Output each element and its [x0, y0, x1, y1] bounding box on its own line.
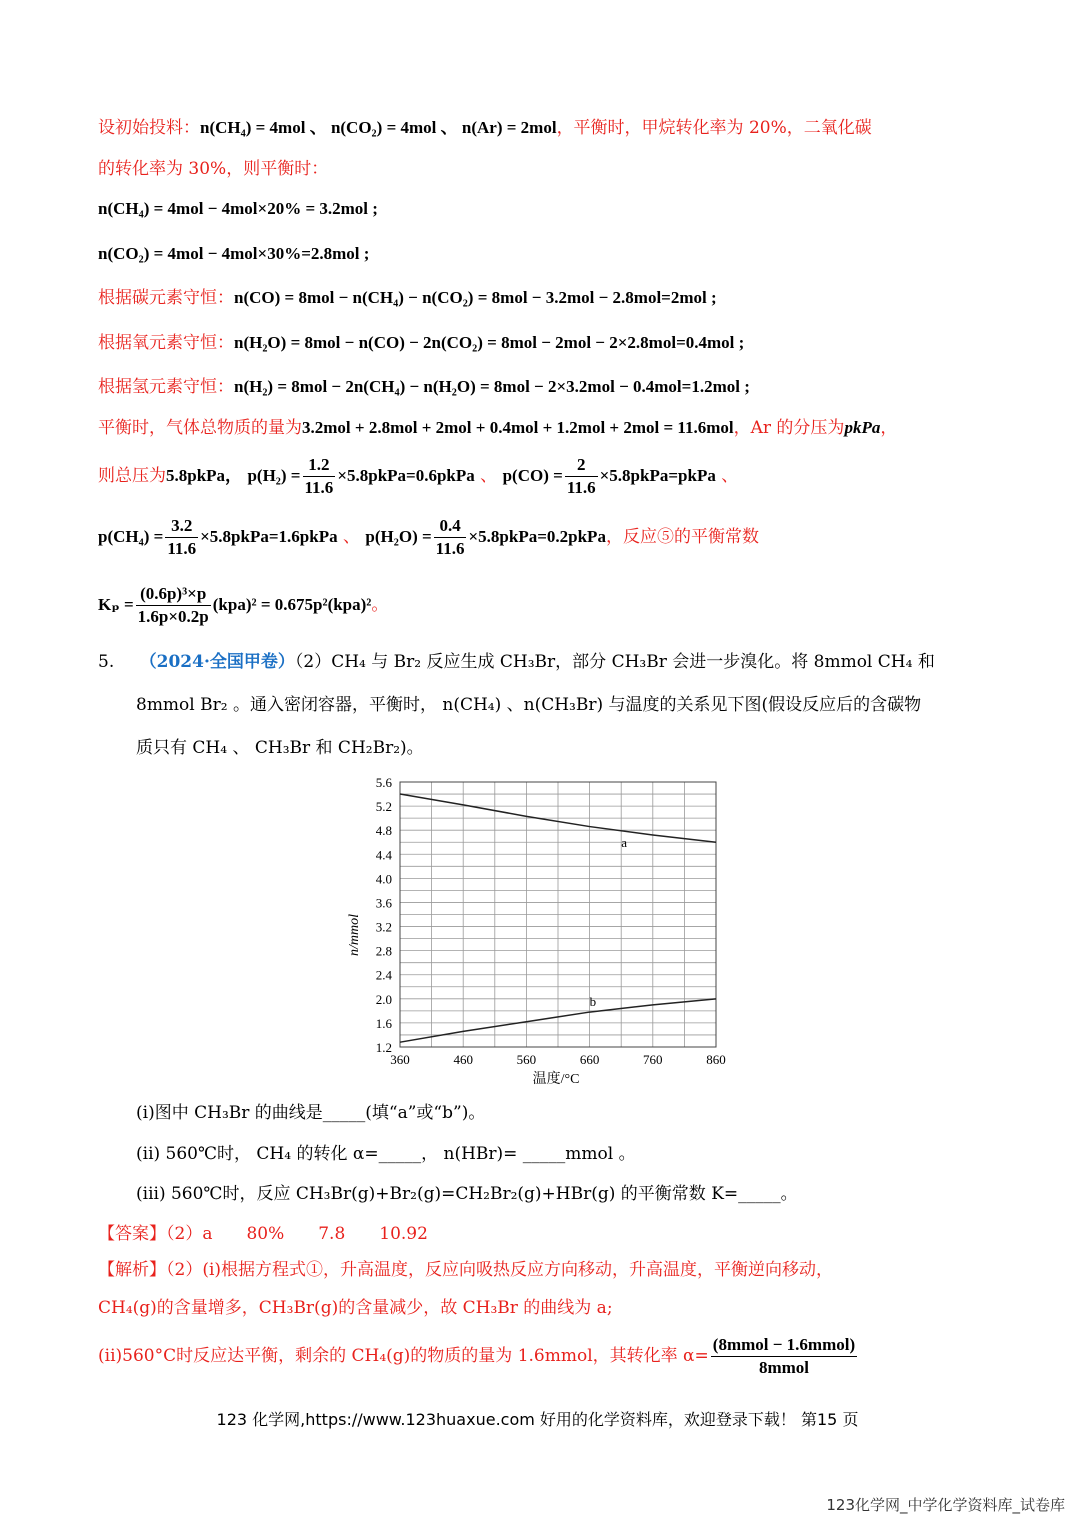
y-tick-label: 4.0 — [375, 871, 392, 887]
line-partial-1 — [98, 453, 738, 499]
question-source: （2024·全国甲卷） — [139, 652, 295, 672]
denominator: 8mmol — [758, 1358, 809, 1377]
page-footer: 123 化学网,https://www.123huaxue.com 好用的化学资料库，欢迎登录下载！ 第15 页 — [216, 1410, 859, 1429]
numerator: 1.2 — [303, 454, 336, 477]
formula: p(CH₄) = — [98, 527, 164, 546]
formula: ×5.8pkPa=0.2pkPa — [468, 527, 606, 546]
explanation-line-3 — [98, 1333, 859, 1379]
fraction — [303, 454, 336, 499]
numerator: 3.2 — [165, 515, 198, 538]
y-tick-label: 2.0 — [375, 991, 392, 1007]
line-total — [98, 416, 897, 440]
explanation-line-1: 【解析】（2）(i)根据方程式①，升高温度，反应向吸热反应方向移动，升高温度，平衡逆向移动， — [98, 1260, 834, 1280]
y-tick-label: 5.2 — [375, 799, 392, 815]
sub-question-ii: (ii) 560℃时， CH₄ 的转化 α=_____， n(HBr)= _____mmol 。 — [136, 1144, 636, 1164]
x-axis-label: 温度/°C — [532, 1072, 580, 1087]
denominator: 11.6 — [167, 539, 197, 558]
text-red: (ii)560°C时反应达平衡，剩余的 CH₄(g)的物质的量为 1.6mmol，其转化率 α= — [98, 1346, 709, 1366]
text-red: 、 — [715, 466, 739, 486]
line-hydrogen — [98, 375, 750, 399]
series-a-label: a — [621, 834, 627, 850]
text-red: 、 — [474, 466, 503, 486]
line-partial-2 — [98, 514, 759, 560]
fraction — [165, 515, 198, 560]
sub-question-iii: (iii) 560℃时，反应 CH₃Br(g)+Br₂(g)=CH₂Br₂(g)+HBr(g) 的平衡常数 K=_____。 — [136, 1184, 798, 1204]
formula: ×5.8pkPa=1.6pkPa — [200, 527, 338, 546]
formula: n(CO) = 8mol − n(CH₄) − n(CO₂) = 8mol − 3.2mol − 2.8mol=2mol ; — [234, 288, 717, 307]
text-red: 设初始投料： — [98, 118, 200, 138]
watermark: 123化学网_中学化学资料库_试卷库 — [826, 1496, 1065, 1514]
x-tick-label: 560 — [516, 1052, 537, 1067]
line-carbon — [98, 286, 717, 310]
question-part: （2） — [294, 652, 332, 672]
formula: p(H₂O) = — [365, 527, 432, 546]
formula: (kpa)² = 0.675p²(kpa)² — [212, 595, 372, 614]
x-tick-label: 360 — [390, 1052, 410, 1067]
formula: ×5.8pkPa=0.6pkPa — [337, 466, 475, 485]
denominator: 1.6p×0.2p — [137, 607, 209, 626]
temperature-chart — [330, 770, 750, 1090]
text-red: ，平衡时，甲烷转化率为 20%，二氧化碳 — [556, 118, 872, 138]
numerator: 0.4 — [434, 515, 467, 538]
formula: n(H₂) = 8mol − 2n(CH₄) − n(H₂O) = 8mol − 2×3.2mol − 0.4mol=1.2mol ; — [234, 377, 750, 396]
line-kp — [98, 582, 388, 628]
fraction — [136, 583, 211, 628]
line-ch4-eq: n(CH₄) = 4mol − 4mol×20% = 3.2mol ; — [98, 199, 378, 218]
question-5-header — [98, 650, 935, 674]
formula: ×5.8pkPa=pkPa — [599, 466, 716, 485]
series-b-label: b — [589, 994, 597, 1010]
text-red: 则总压为 — [98, 466, 166, 486]
answer-line: 【答案】（2）a 80% 7.8 10.92 — [98, 1224, 428, 1244]
y-tick-label: 4.4 — [375, 847, 392, 863]
question-5-line3: 质只有 CH₄ 、 CH₃Br 和 CH₂Br₂)。 — [136, 738, 424, 758]
explanation-line-2: CH₄(g)的含量增多，CH₃Br(g)的含量减少，故 CH₃Br 的曲线为 a; — [98, 1298, 613, 1318]
y-tick-label: 4.8 — [375, 823, 392, 839]
y-tick-label: 3.2 — [375, 919, 392, 935]
line-conversion: 的转化率为 30%，则平衡时： — [98, 159, 329, 179]
formula: n(CH₄) = 4mol 、 n(CO₂) = 4mol 、 n(Ar) = 2mol — [200, 118, 557, 137]
x-tick-label: 460 — [453, 1052, 473, 1067]
y-tick-label: 1.2 — [375, 1040, 392, 1055]
numerator: 2 — [565, 454, 598, 477]
line-co2-eq: n(CO₂) = 4mol − 4mol×30%=2.8mol ; — [98, 244, 370, 263]
question-text: CH₄ 与 Br₂ 反应生成 CH₃Br，部分 CH₃Br 会进一步溴化。将 8mmol CH₄ 和 — [331, 652, 935, 672]
text-red: ，反应⑤的平衡常数 — [605, 527, 759, 547]
denominator: 11.6 — [566, 478, 596, 497]
y-axis-label: n/mmol — [347, 914, 362, 956]
fraction — [711, 1334, 857, 1379]
question-number: 5. — [98, 652, 115, 672]
formula: Kₚ = — [98, 595, 134, 614]
question-5-line2: 8mmol Br₂ 。通入密闭容器，平衡时， n(CH₄) 、n(CH₃Br) 与温度的关系见下图(假设反应后的含碳物 — [136, 695, 922, 715]
formula: p(CO) = — [502, 466, 563, 485]
fraction — [565, 454, 598, 499]
y-tick-label: 3.6 — [375, 895, 392, 911]
denominator: 11.6 — [435, 539, 465, 558]
y-tick-label: 2.4 — [375, 967, 392, 983]
text-red: ， — [880, 418, 898, 438]
text-red: 根据氢元素守恒： — [98, 377, 234, 397]
denominator: 11.6 — [304, 478, 334, 497]
y-tick-label: 5.6 — [375, 775, 392, 790]
sub-question-i: (i)图中 CH₃Br 的曲线是_____(填“a”或“b”)。 — [136, 1103, 486, 1123]
fraction — [434, 515, 467, 560]
text-red: ，Ar 的分压为 — [733, 418, 845, 438]
formula: pkPa — [844, 418, 881, 437]
x-tick-label: 760 — [643, 1052, 663, 1067]
text-red: 平衡时，气体总物质的量为 — [98, 418, 302, 438]
formula: n(H₂O) = 8mol − n(CO) − 2n(CO₂) = 8mol − 2mol − 2×2.8mol=0.4mol ; — [234, 333, 745, 352]
formula: 3.2mol + 2.8mol + 2mol + 0.4mol + 1.2mol + 2mol = 11.6mol — [302, 418, 734, 437]
text-red: 。 — [371, 595, 389, 615]
text-red: 根据碳元素守恒： — [98, 288, 234, 308]
text-red: 根据氧元素守恒： — [98, 333, 234, 353]
x-tick-label: 860 — [706, 1052, 726, 1067]
text-red: 、 — [337, 527, 366, 547]
formula: p(H₂) = — [247, 466, 301, 485]
formula: 5.8pkPa， — [166, 466, 243, 485]
y-tick-label: 1.6 — [375, 1015, 392, 1031]
line-oxygen — [98, 331, 744, 355]
y-tick-label: 2.8 — [375, 943, 392, 959]
x-tick-label: 660 — [579, 1052, 600, 1067]
numerator: (8mmol − 1.6mmol) — [711, 1334, 857, 1357]
numerator: (0.6p)³×p — [136, 583, 211, 606]
line-initial-feed — [98, 116, 872, 140]
